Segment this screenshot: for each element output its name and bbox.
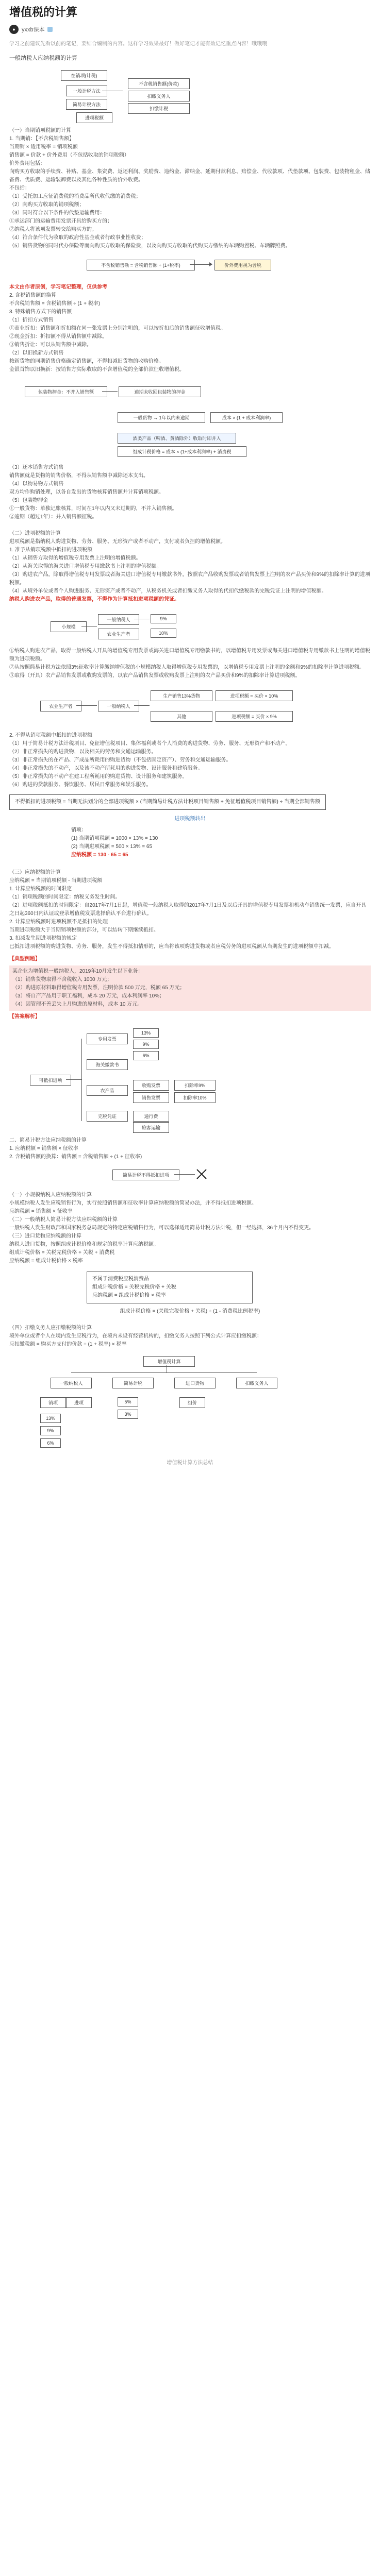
text-line: 境外单位或者个人在境内发生应税行为，在境内未设有经营机构的，扣缴义务人按照下列公式计算应扣缴税额： [9, 1333, 262, 1339]
diagram-node: 其他 [151, 711, 212, 722]
diagram-node: 包装物押金：不并入销售额 [25, 386, 107, 397]
text-line: 已抵扣进项税额的购进货物、劳务、服务，发生不得抵扣情形的，应当将该项购进货物或者应税劳务的进项税额从当期发生的进项税额中扣减。 [9, 944, 334, 950]
text-line: 当期销 × 适用税率 = 销项税额 [9, 144, 78, 150]
formula-box: 不得抵扣的进项税额 = 当期无法划分的全部进项税额 × (当期简易计税方法计税项目销售额 + 免征增值税项目销售额) ÷ 当期全部销售额 [9, 794, 326, 810]
text-line: 进项税额是指纳税人购进货物、劳务、服务、无形资产或者不动产，支付或者负担的增值税额。 [9, 539, 226, 545]
text-line: ②纳税人将该项发票转交给购买方的。 [9, 227, 97, 232]
formula-line: 应纳税额 = 组成计税价格 × 税率 [92, 1293, 166, 1298]
diagram-node: 农产品 [87, 1085, 128, 1096]
calc-line: (1) 当期销项税额 = 1000 × 13% = 130 [71, 836, 158, 841]
text-line: （三）进口货物应纳税额的计算 [9, 1233, 81, 1239]
section-10-text [9, 1324, 371, 1349]
connector [134, 705, 150, 706]
example-line: 某企业为增值税一般纳税人，2019年10月发生以下业务： [12, 969, 143, 974]
text-line: ②逾期（超过1年）：并入销售额征税。 [9, 514, 97, 520]
text-line: （一）小规模纳税人应纳税额的计算 [9, 1192, 92, 1198]
text-line: 销售额就是货物的销售价格，不得从销售额中减除还本支出。 [9, 473, 148, 479]
text-line: （一）当期销项税额的计算 [9, 128, 71, 133]
section-4-text [9, 530, 371, 604]
example-line: （2）购进原材料取得增值税专用发票，注明价款 500 万元，税额 65 万元； [12, 985, 185, 991]
text-line: 3. 扣减发生期进项税额的规定 [9, 936, 77, 941]
diagram-node: 一般纳税人 [51, 1378, 92, 1388]
diagram-node: 销售发票 [133, 1092, 169, 1103]
diagram-node: 10% [151, 629, 176, 638]
text-line: 1. 应纳税额 = 销售额 × 征收率 [9, 1146, 78, 1151]
text-line: （2）非正常损失的购进货物，以及相关的劳务和交通运输服务。 [9, 749, 157, 755]
text-line: ①一般货物：单独记账核算，时间在1年以内又未过期的，不并入销售额。 [9, 506, 177, 512]
connector [71, 1372, 257, 1373]
diagram-node: 9% [133, 1040, 159, 1049]
calc-line: (2) 当期进项税额 = 500 × 13% = 65 [71, 844, 153, 850]
diagram-node: 扣缴计税 [128, 103, 190, 114]
formula-line: 组成计税价格 = (关税完税价格 + 关税) ÷ (1 - 消费税比例税率) [120, 1309, 260, 1314]
section-1-text [9, 127, 371, 250]
text-line: ①承运部门的运输费用发票开具给购买方的； [9, 218, 112, 224]
diagram-node: 进项税额 = 买价 × 9% [216, 711, 293, 722]
cross-icon [196, 1168, 207, 1180]
article-title: 增值税的计算 [9, 6, 78, 19]
text-line: （5）非正常损失的不动产在建工程所耗用的购进货物、设计服务和建筑服务。 [9, 774, 188, 779]
diagram-node: 进项税额 = 买价 × 10% [216, 690, 293, 701]
diagram-node: 收购发票 [133, 1080, 169, 1091]
answer-heading: 【答案解析】 [9, 1014, 40, 1020]
connector [174, 1174, 195, 1175]
text-line: 纳税人进口货物，按照组成计税价格和规定的税率计算应纳税额。 [9, 1242, 159, 1247]
text-line: （5）销售货物的同时代办保险等而向购买方收取的保险费，以及向购买方收取的代购买方缴纳的车辆购置税、车辆牌照费。 [9, 243, 291, 249]
example-line: （4）因管理不善丢失上月购进的原材料，成本 10 万元。 [12, 1002, 143, 1007]
text-line: ③取得（开具）农产品销售发票或收购发票的，以农产品销售发票或收购发票上注明的农产品买价和9%的扣除率计算进项税额。 [9, 673, 301, 679]
calc-block [71, 826, 371, 859]
text-line: 1. 当期销：【不含税销售额】 [9, 136, 75, 142]
diagram-node: 扣缴义务人 [236, 1378, 277, 1388]
agricultural-diagram [9, 611, 371, 642]
author-avatar[interactable]: ● [9, 25, 19, 34]
section-1-title: 一般纳税人应纳税额的计算 [9, 55, 77, 61]
connector [76, 705, 97, 706]
diagram-node: 专用发票 [87, 1033, 128, 1044]
text-line: 按新货物的同期销售价格确定销售额，不得扣减旧货物的收购价格。 [9, 359, 164, 364]
arrow-icon [209, 262, 212, 266]
formula-block [9, 794, 371, 810]
diagram-node: 扣缴义务人 [128, 91, 190, 101]
article-intro: 学习之前建议先看以前的笔记，要结合编制的内容。这样学习效果最好！做好笔记才能有效记忆重点内容！哦哦哦 [9, 41, 267, 47]
tax-structure-diagram [9, 65, 371, 122]
text-line: （二）进项税额的计算 [9, 531, 61, 536]
example-line: （1）销售货物取得不含税收入 1000 万元； [12, 977, 112, 982]
diagram-node: 可抵扣进项 [30, 1075, 71, 1086]
text-line: 不含税销售额 = 含税销售额 ÷ (1 + 税率) [9, 301, 101, 307]
text-line: ②从按照简易计税方法依照3%征收率计算缴纳增值税的小规模纳税人取得增值税专用发票的，以增值税专用发票上注明的金额和9%的扣除率计算进项税额。 [9, 665, 365, 670]
diagram-node: 9% [40, 1426, 61, 1435]
packaging-deposit-diagram [9, 381, 371, 459]
section-2-text [9, 292, 371, 374]
formula-line: 不属于消费税应税消费品 [92, 1276, 149, 1282]
diagram-node: 扣除率9% [174, 1080, 216, 1091]
formula-box [87, 1272, 253, 1303]
diagram-node: 增值税计算 [143, 1356, 195, 1367]
author-row[interactable] [9, 24, 371, 35]
example-block [9, 965, 371, 1011]
diagram-node: 13% [40, 1414, 61, 1423]
text-line: （三）应纳税额的计算 [9, 870, 61, 875]
diagram-node: 海关缴款书 [87, 1059, 128, 1070]
diagram-node: 进项税额 [76, 112, 112, 123]
section-3-text [9, 464, 371, 521]
simple-method-diagram [9, 1165, 371, 1186]
text-line: 当期进项税额大于当期销项税额的部分，可以结转下期继续抵扣。 [9, 927, 159, 933]
text-line: （5）包装物押金 [9, 498, 48, 503]
text-line: （3）同时符合以下条件的代垫运输费用： [9, 210, 105, 216]
connector [102, 391, 118, 392]
text-line: 1. 计算应纳税额的时间限定 [9, 886, 72, 892]
text-line: 二、简易计税方法应纳税额的计算 [9, 1138, 87, 1143]
section-8-text [9, 1137, 371, 1161]
formula-line: 组成计税价格 = 关税完税价格 + 关税 [92, 1284, 176, 1290]
diagram-node: 酒类产品（啤酒、黄酒除外）收取时即并入 [118, 433, 236, 444]
text-line: 2. 不得从销项税额中抵扣的进项税额 [9, 733, 93, 738]
diagram-node: 农业生产者 [40, 701, 81, 711]
text-line: （2）向购买方收取的销项税额； [9, 202, 85, 208]
calc-line: 应纳税额 = 130 - 65 = 65 [71, 852, 128, 858]
text-line: 2. 含税销售额的换算 [9, 293, 57, 298]
text-line: 组成计税价格 = 关税完税价格 + 关税 + 消费税 [9, 1250, 115, 1256]
diagram-node: 13% [133, 1028, 159, 1038]
deductible-input-diagram [9, 1028, 371, 1131]
diagram-node: 一般计税方法 [66, 86, 107, 96]
red-text-line: 纳税人购进农产品，取得的普通发票，不得作为计算抵扣进项税额的凭证。 [9, 597, 179, 602]
diagram-node: 农业生产者 [98, 629, 139, 639]
text-line: （6）购进的贷款服务、餐饮服务、居民日常服务和娱乐服务。 [9, 782, 152, 788]
deduction-rate-diagram [9, 685, 371, 726]
import-formula-box [87, 1272, 371, 1303]
text-line: （1）折扣方式销售 [9, 317, 54, 323]
text-line: ②现金折扣：折扣额不得从销售额中减除。 [9, 334, 107, 340]
text-line: 3. 特殊销售方式下的销售额 [9, 309, 72, 315]
diagram-node: 完税凭证 [87, 1111, 128, 1122]
red-note: 本文由作者原创，学习笔记整理，仅供参考 [9, 284, 107, 290]
summary-mindmap [9, 1356, 371, 1454]
connector [81, 1039, 82, 1121]
diagram-node: 进项 [66, 1397, 92, 1408]
text-line: 2. 含税销售额的换算：销售额 = 含税销售额 ÷ (1 + 征收率) [9, 1154, 142, 1160]
text-line: （二）一般纳税人简易计税方法应纳税额的计算 [9, 1217, 118, 1223]
diagram-node: 进口货物 [174, 1378, 216, 1388]
text-line: （四）扣缴义务人应扣缴税额的计算 [9, 1325, 92, 1331]
diagram-node: 9% [151, 614, 176, 623]
section-9-text [9, 1191, 371, 1265]
example-heading: 【典型例题】 [9, 956, 40, 962]
text-line: （2）从海关取得的海关进口增值税专用缴款书上注明的增值税额。 [9, 564, 162, 569]
diagram-node: 一般纳税人 [98, 614, 139, 625]
diagram-node: 通行费 [133, 1111, 169, 1122]
diagram-node: 简易计税不得抵扣进项 [112, 1170, 179, 1180]
text-line: 销售额 = 价款 + 价外费用（不包括收取的销项税额） [9, 152, 129, 158]
text-line: 1. 准予从销项税额中抵扣的进项税额 [9, 547, 93, 553]
diagram-node: 小规模 [51, 621, 87, 632]
connector [190, 264, 210, 265]
text-line: 一般纳税人发生财政部和国家税务总局规定的特定应税销售行为，可以选择适用简易计税方法计税，但一经选择，36个月内不得变更。 [9, 1225, 315, 1231]
text-line: ①纳税人购进农产品，取得一般纳税人开具的增值税专用发票或海关进口增值税专用缴款书的，以增值税专用发票或海关进口增值税专用缴款书上注明的增值税额为进项税额。 [9, 648, 370, 662]
text-line: 金银首饰以旧换新：按销售方实际收取的不含增值税的全部价款征收增值税。 [9, 367, 185, 372]
text-line: （3）购进农产品，除取得增值税专用发票或者海关进口增值税专用缴款书外，按照农产品收购发票或者销售发票上注明的农产品买价和9%的扣除率计算的进项税额。 [9, 572, 371, 586]
text-line: （2）进项税额抵扣的时间限定：自2017年7月1日起，增值税一般纳税人取得的2017年7月1日及以后开具的增值税专用发票和机动车销售统一发票，应自开具之日起360日内认证或登录增值税发票选择确认平台进行确认。 [9, 903, 367, 917]
text-line: ③销售折让：可以从销售额中减除。 [9, 342, 92, 348]
text-line: 应纳税额 = 当期销项税额 - 当期进项税额 [9, 878, 103, 884]
verified-icon [47, 27, 53, 32]
diagram-node: 成本 × (1 + 成本利润率) [210, 412, 283, 423]
author-name[interactable]: yxxb课本 [22, 27, 45, 33]
text-line: （4）非正常损失的不动产，以及该不动产所耗用的购进货物、设计服务和建筑服务。 [9, 766, 203, 771]
connector [66, 1079, 81, 1080]
diagram-node: 3% [118, 1410, 138, 1419]
diagram-node: 6% [133, 1051, 159, 1060]
diagram-node: 一般货物 → 1年以内未逾期 [118, 412, 205, 423]
diagram-node: 旅客运输 [133, 1122, 169, 1133]
section-7-text [9, 869, 371, 951]
text-line: ①商业折扣：销售额和折扣额在同一张发票上分别注明的，可以按折扣后的销售额征收增值税。 [9, 326, 226, 331]
text-line: 不包括： [9, 185, 30, 191]
text-line: 应纳税额 = 组成计税价格 × 税率 [9, 1258, 83, 1264]
calc-line: 销项： [71, 827, 87, 833]
diagram-node: 5% [118, 1397, 138, 1406]
text-line: （1）从销售方取得的增值税专用发票上注明的增值税额。 [9, 555, 141, 561]
text-line: 价外费用包括： [9, 161, 45, 166]
diagram-node: 组价 [179, 1397, 205, 1408]
text-line: （2）以旧换新方式销售 [9, 350, 64, 356]
sub-heading: 进项税额转出 [174, 816, 206, 822]
section-5-text [9, 647, 371, 680]
text-line: 2. 计算应纳税额时进项税额不足抵扣的处理 [9, 919, 108, 925]
diagram-node: 逾期未收回包装物的押金 [119, 386, 201, 397]
diagram-node: 一般纳税人 [98, 701, 139, 711]
diagram-node: 生产销售13%货物 [151, 690, 212, 701]
text-line: 向购买方收取的手续费、补贴、基金、集资费、返还利润、奖励费、违约金、滞纳金、延期付款利息、赔偿金、代收款项、代垫款项、包装费、包装物租金、储备费、优质费、运输装卸费以及其他各种性质的价外收费。 [9, 169, 370, 183]
text-line: （4）从境外单位或者个人购进服务、无形资产或者不动产，从税务机关或者扣缴义务人取得的代扣代缴税款的完税凭证上注明的增值税额。 [9, 588, 327, 594]
section-6-text [9, 732, 371, 789]
formula-diagram [9, 258, 371, 278]
text-line: （3）还本销售方式销售 [9, 465, 64, 470]
diagram-node: 在销项(计税) [61, 70, 107, 81]
diagram-node: 扣除率10% [174, 1092, 216, 1103]
text-line: 双方均作购销处理，以各自发出的货物核算销售额并计算销项税额。 [9, 489, 164, 495]
text-line: （4）符合条件代为收取的政府性基金或者行政事业性收费； [9, 235, 146, 241]
text-line: （1）用于简易计税方法计税项目、免征增值税项目、集体福利或者个人消费的购进货物、劳务、服务、无形资产和不动产。 [9, 741, 291, 747]
example-line: （3）将自产产品用于职工福利，成本 20 万元，成本利润率 10%； [12, 993, 165, 999]
diagram-node: 不含税销售额(价款) [128, 78, 190, 89]
text-line: （4）以物易物方式销售 [9, 481, 64, 487]
text-line: （1）受托加工应征消费税的消费品所代收代缴的消费税； [9, 194, 141, 199]
text-line: （3）非正常损失的在产品、产成品所耗用的购进货物（不包括固定资产）、劳务和交通运输服务。 [9, 757, 232, 763]
diagram-node: 简易计税方法 [66, 99, 107, 110]
text-line: （1）销项税额的时间限定：纳税义务发生时间。 [9, 894, 121, 900]
text-line: 应纳税额 = 销售额 × 征收率 [9, 1209, 73, 1214]
diagram-node: 组成计税价格 = 成本 × (1+成本利润率) + 消费税 [118, 446, 246, 457]
diagram-node: 简易计税 [112, 1378, 154, 1388]
footer-caption: 增值税计算方法总结 [167, 1460, 213, 1466]
formula-box: 不含税销售额 = 含税销售额 ÷ (1+税率) [87, 260, 195, 270]
formula-box: 价外费用视为含税 [214, 260, 271, 270]
text-line: 应扣缴税额 = 购买方支付的价款 ÷ (1 + 税率) × 税率 [9, 1342, 127, 1347]
text-line: 小规模纳税人发生应税销售行为，实行按照销售额和征收率计算应纳税额的简易办法，并不得抵扣进项税额。 [9, 1200, 257, 1206]
diagram-node: 销项 [40, 1397, 66, 1408]
diagram-node: 6% [40, 1438, 61, 1448]
